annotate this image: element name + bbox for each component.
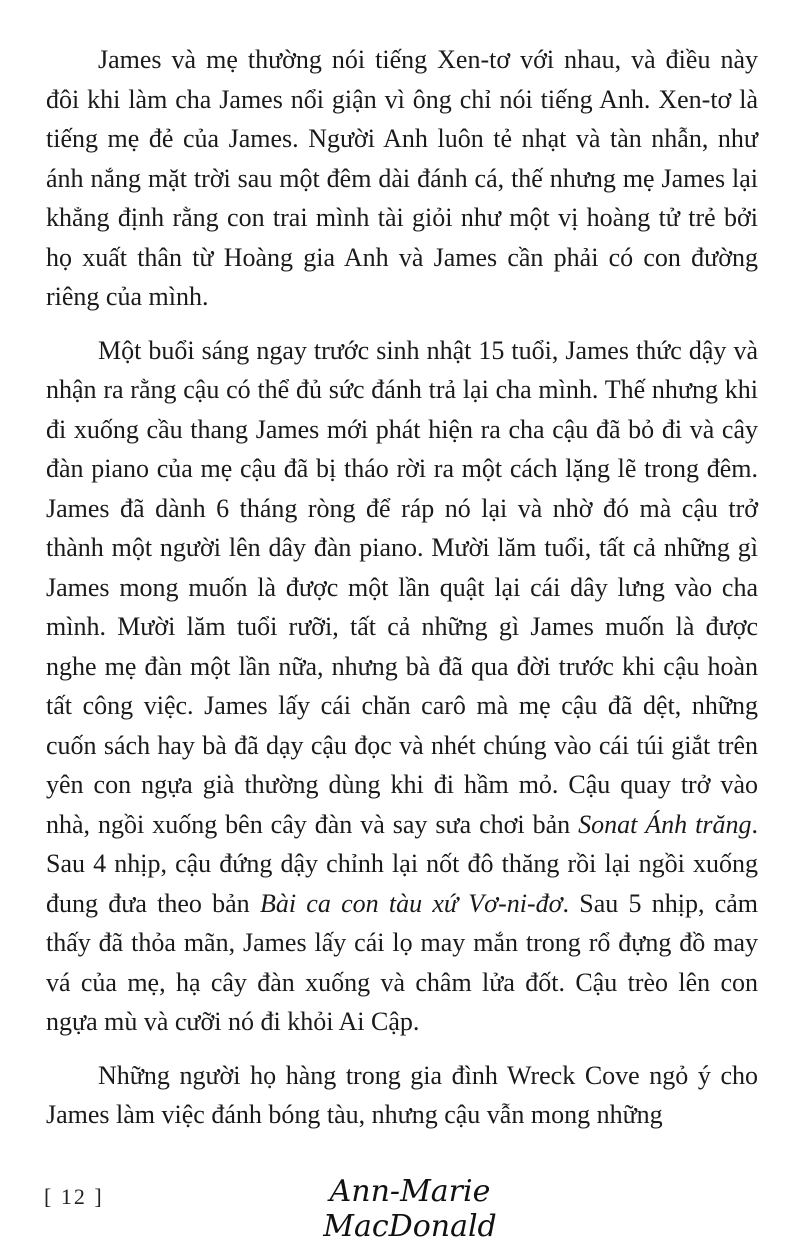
paragraph-2-text-a: Một buổi sáng ngay trước sinh nhật 15 tuổi, James thức dậy và nhận ra rằng cậu có thể đủ sức đánh trả lại cha mình. Thế nhưng khi đi xuống cầu thang James mới phát hiện ra cha cậu đã bỏ đi và cây đàn piano của mẹ cậu đã bị tháo rời ra một cách lặng lẽ trong đêm. James đã dành 6 tháng ròng để ráp nó lại và nhờ đó mà cậu trở thành một người lên dây đàn piano. Mười lăm tuổi, tất cả những gì James mong muốn là được một lần quật lại cái dây lưng vào cha mình. Mười lăm tuổi rưỡi, tất cả những gì James muốn là được nghe mẹ đàn một lần nữa, nhưng bà đã qua đời trước khi cậu hoàn tất công việc. James lấy cái chăn carô mà mẹ cậu đã dệt, những cuốn sách hay bà đã dạy cậu đọc và nhét chúng vào cái túi giắt trên yên con ngựa già thường dùng khi đi hầm mỏ. Cậu quay trở vào nhà, ngồi xuống bên cây đàn và say sưa chơi bản — [46, 335, 758, 839]
paragraph-2-text-b: . Sau 4 nhịp, cậu đứng dậy chỉnh lại nốt đô thăng rồi lại ngồi xuống đung đưa theo bản — [46, 809, 758, 918]
page-footer — [0, 1168, 800, 1244]
paragraph-2 — [46, 331, 758, 1042]
paragraph-3-text: Những người họ hàng trong gia đình Wreck Cove ngỏ ý cho James làm việc đánh bóng tàu, nhưng cậu vẫn mong những — [46, 1060, 758, 1129]
author-name: Ann-Marie MacDonald — [323, 1174, 497, 1244]
page-body — [46, 40, 758, 1135]
song-title-moonlight-sonata: Sonat Ánh trăng — [578, 809, 752, 839]
paragraph-1 — [46, 40, 758, 317]
paragraph-1-text: James và mẹ thường nói tiếng Xen-tơ với nhau, và điều này đôi khi làm cha James nổi giận vì ông chỉ nói tiếng Anh. Xen-tơ là tiếng mẹ đẻ của James. Người Anh luôn tẻ nhạt và tàn nhẫn, như ánh nắng mặt trời sau một đêm dài đánh cá, thế nhưng mẹ James lại khẳng định rằng con trai mình tài giỏi như một vị hoàng tử trẻ bởi họ xuất thân từ Hoàng gia Anh và James cần phải có con đường riêng của mình. — [46, 45, 758, 311]
page-number: [ 12 ] — [44, 1184, 104, 1209]
paragraph-3 — [46, 1056, 758, 1135]
song-title-vernida-ship: Bài ca con tàu xứ Vơ-ni-đơ — [259, 888, 563, 918]
paragraph-2-text-c: . Sau 5 nhịp, cảm thấy đã thỏa mãn, James lấy cái lọ may mắn trong rổ đựng đồ may vá của mẹ, hạ cây đàn xuống và châm lửa đốt. Cậu trèo lên con ngựa mù và cưỡi nó đi khỏi Ai Cập. — [46, 888, 759, 1036]
